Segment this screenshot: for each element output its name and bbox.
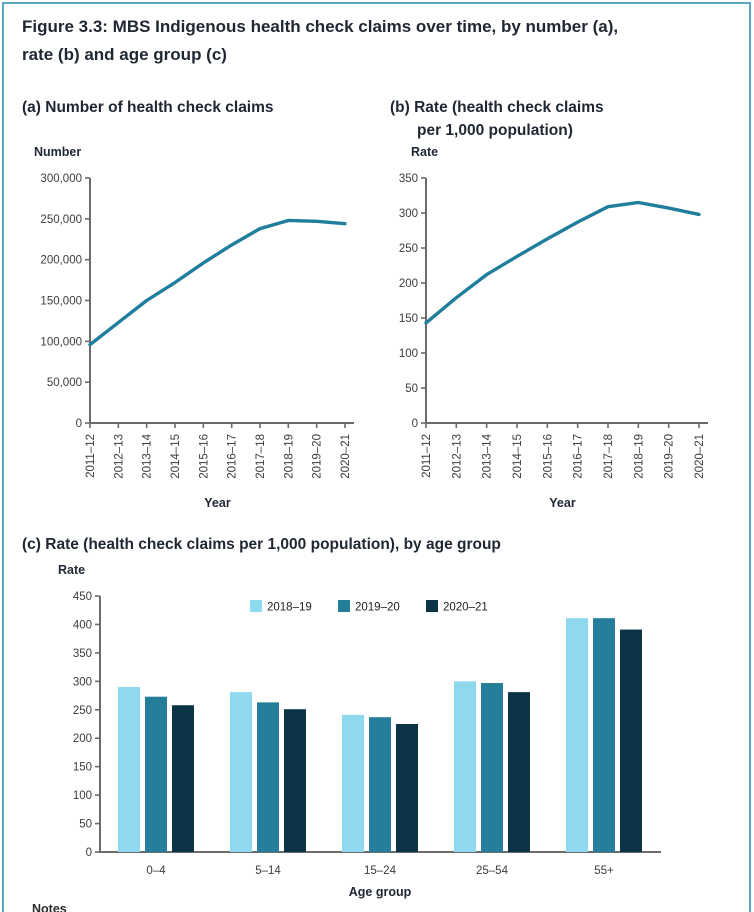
bar-2018–19-5–14 <box>230 692 252 852</box>
category-label: 25–54 <box>476 865 508 877</box>
bar-2020–21-55+ <box>620 630 642 852</box>
bar-2020–21-15–24 <box>396 724 418 852</box>
x-tick-label: 2018–19 <box>633 434 646 479</box>
y-tick-label: 50 <box>79 818 92 831</box>
figure-title-line1: Figure 3.3: MBS Indigenous health check claims over time, by number (a), <box>22 17 619 36</box>
line-chart-svg <box>385 140 717 520</box>
y-tick-label: 0 <box>85 847 92 859</box>
y-axis-caption: Number <box>34 145 82 159</box>
category-label: 15–24 <box>364 865 396 877</box>
y-tick-label: 100 <box>398 348 418 360</box>
chart-a-number-line <box>14 140 374 525</box>
x-tick-label: 2014–15 <box>170 434 182 479</box>
y-tick-label: 200 <box>72 733 92 746</box>
y-tick-label: 250 <box>72 704 92 717</box>
x-tick-label: 2015–16 <box>198 434 211 479</box>
panel-a-heading: (a) Number of health check claims <box>22 99 274 116</box>
y-tick-label: 50,000 <box>46 377 82 390</box>
bar-2018–19-0–4 <box>118 687 140 852</box>
y-tick-label: 50 <box>405 383 418 395</box>
x-tick-label: 2020–21 <box>694 434 706 479</box>
y-tick-label: 400 <box>72 619 92 632</box>
category-label: 0–4 <box>146 865 166 877</box>
bar-2020–21-25–54 <box>508 692 530 852</box>
figure-title <box>22 13 722 68</box>
trend-line <box>90 220 345 344</box>
legend-swatch <box>338 600 350 612</box>
chart-b-rate-line <box>385 140 717 525</box>
y-tick-label: 250 <box>398 243 418 255</box>
y-tick-label: 300 <box>72 676 92 689</box>
y-tick-label: 0 <box>75 418 82 430</box>
x-tick-label: 2016–17 <box>226 434 239 479</box>
x-tick-label: 2012–13 <box>451 434 464 479</box>
legend-label: 2020–21 <box>443 601 488 614</box>
bar-2019–20-25–54 <box>481 683 503 852</box>
x-axis-title: Age group <box>348 885 412 899</box>
panel-b-heading-line1: (b) Rate (health check claims <box>390 99 604 116</box>
y-tick-label: 300,000 <box>40 173 82 185</box>
chart-c-age-group-bars <box>20 560 736 912</box>
legend-swatch <box>250 600 262 612</box>
x-tick-label: 2016–17 <box>572 434 585 479</box>
line-chart-svg <box>14 140 374 520</box>
y-tick-label: 350 <box>398 173 418 185</box>
legend-label: 2018–19 <box>267 601 312 614</box>
x-tick-label: 2011–12 <box>85 434 97 478</box>
x-axis-title: Year <box>204 496 231 510</box>
y-tick-label: 350 <box>72 647 92 660</box>
x-tick-label: 2015–16 <box>542 434 555 479</box>
x-tick-label: 2013–14 <box>481 434 494 479</box>
y-tick-label: 150 <box>72 761 92 774</box>
x-tick-label: 2012–13 <box>113 434 126 479</box>
trend-line <box>426 203 699 323</box>
y-tick-label: 150,000 <box>40 295 82 308</box>
y-tick-label: 300 <box>398 208 418 220</box>
bar-2018–19-25–54 <box>454 681 476 852</box>
x-tick-label: 2017–18 <box>603 434 615 479</box>
x-tick-label: 2018–19 <box>283 434 296 479</box>
bar-2019–20-0–4 <box>145 697 167 852</box>
x-tick-label: 2011–12 <box>421 434 433 478</box>
y-tick-label: 150 <box>398 313 418 325</box>
y-tick-label: 200 <box>398 278 418 290</box>
bar-2020–21-0–4 <box>172 705 194 852</box>
legend-label: 2019–20 <box>355 601 400 614</box>
bar-2019–20-5–14 <box>257 702 279 852</box>
bar-chart-svg <box>20 560 736 908</box>
x-axis-title: Year <box>549 496 576 510</box>
notes-label: Notes <box>32 902 67 912</box>
x-tick-label: 2017–18 <box>255 434 267 479</box>
y-tick-label: 100 <box>72 790 92 803</box>
y-tick-label: 450 <box>72 591 92 603</box>
category-label: 55+ <box>594 865 614 877</box>
bar-2019–20-15–24 <box>369 717 391 852</box>
bar-2020–21-5–14 <box>284 709 306 852</box>
x-tick-label: 2020–21 <box>340 434 352 479</box>
y-tick-label: 250,000 <box>40 213 82 226</box>
panel-c-heading: (c) Rate (health check claims per 1,000 population), by age group <box>22 536 501 553</box>
figure-title-line2: rate (b) and age group (c) <box>22 44 227 64</box>
bar-2019–20-55+ <box>593 618 615 852</box>
panel-b-heading-line2: per 1,000 population) <box>417 122 573 140</box>
category-label: 5–14 <box>255 865 281 877</box>
x-tick-label: 2019–20 <box>311 434 324 479</box>
x-tick-label: 2013–14 <box>141 434 154 479</box>
y-tick-label: 100,000 <box>40 336 82 349</box>
y-axis-caption: Rate <box>58 563 86 577</box>
bar-2018–19-55+ <box>566 618 588 852</box>
x-tick-label: 2019–20 <box>663 434 676 479</box>
x-tick-label: 2014–15 <box>512 434 524 479</box>
y-tick-label: 200,000 <box>40 254 82 267</box>
legend-swatch <box>426 600 438 612</box>
panel-b-heading <box>390 96 604 143</box>
y-tick-label: 0 <box>411 418 418 430</box>
bar-2018–19-15–24 <box>342 715 364 852</box>
y-axis-caption: Rate <box>411 145 439 159</box>
